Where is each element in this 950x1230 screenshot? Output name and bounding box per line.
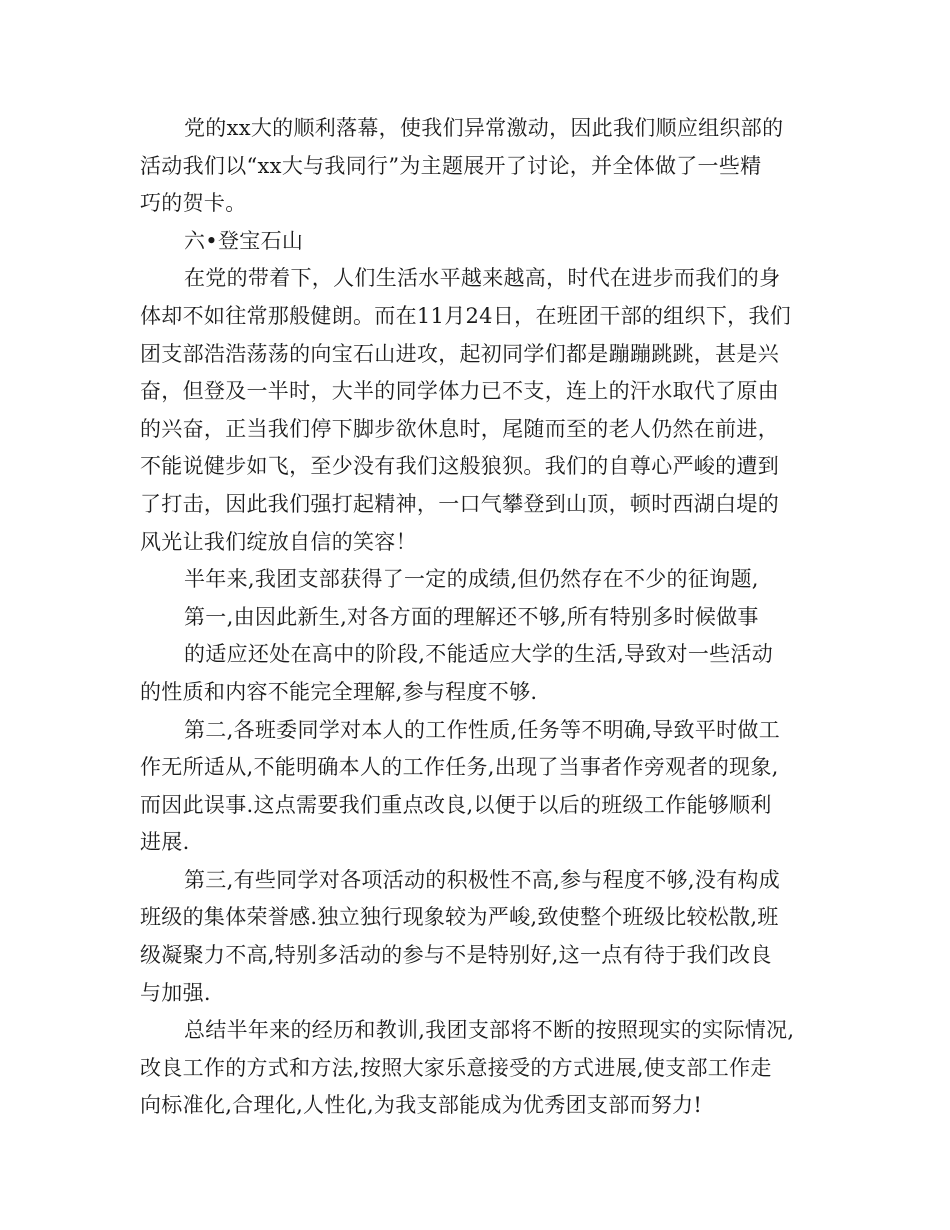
text-line: 改良工作的方式和方法,按照大家乐意接受的方式进展,使支部工作走: [140, 1055, 772, 1080]
text-line: 班级的集体荣誉感.独立独行现象较为严峻,致使整个班级比较松散,班: [140, 905, 779, 930]
text-line: 了打击，因此我们强打起精神，一口气攀登到山顶，顿时西湖白堤的: [140, 491, 779, 516]
document-body: [140, 110, 820, 1125]
text-line: 活动我们以“xx大与我同行”为主题展开了讨论，并全体做了一些精: [140, 153, 762, 178]
text-line: 的兴奋，正当我们停下脚步欲休息时，尾随而至的老人仍然在前进，: [140, 416, 779, 441]
text-line: 的适应还处在高中的阶段,不能适应大学的生活,导致对一些活动: [184, 642, 774, 667]
text-line: 风光让我们绽放自信的笑容！: [140, 529, 417, 554]
text-line: 总结半年来的经历和教训,我团支部将不断的按照现实的实际情况,: [184, 1018, 795, 1043]
text-line: 巧的贺卡。: [140, 191, 247, 216]
text-line: 团支部浩浩荡荡的向宝石山进攻，起初同学们都是蹦蹦跳跳，甚是兴: [140, 341, 779, 366]
text-line: 在党的带着下，人们生活水平越来越高，时代在进步而我们的身: [184, 266, 781, 291]
text-line: 第一,由因此新生,对各方面的理解还不够,所有特别多时候做事: [184, 604, 759, 629]
text-line: 与加强.: [140, 980, 211, 1005]
text-line: 不能说健步如飞，至少没有我们这般狼狈。我们的自尊心严峻的遭到: [140, 454, 779, 479]
text-line: 作无所适从,不能明确本人的工作任务,出现了当事者作旁观者的现象,: [140, 755, 779, 780]
text-line: 进展.: [140, 830, 190, 855]
text-line: 的性质和内容不能完全理解,参与程度不够.: [140, 679, 538, 704]
text-line: 党的xx大的顺利落幕，使我们异常激动，因此我们顺应组织部的: [184, 116, 784, 140]
text-line: 半年来,我团支部获得了一定的成绩,但仍然存在不少的征询题,: [184, 567, 759, 592]
text-line: 第三,有些同学对各项活动的积极性不高,参与程度不够,没有构成: [184, 867, 781, 892]
section-heading: 六•登宝石山: [184, 228, 304, 253]
text-line: 级凝聚力不高,特别多活动的参与不是特别好,这一点有待于我们改良: [140, 943, 772, 968]
text-line: 第二,各班委同学对本人的工作性质,任务等不明确,导致平时做工: [184, 717, 781, 742]
text-line: 奋，但登及一半时，大半的同学体力已不支，连上的汗水取代了原由: [140, 379, 779, 404]
text-line: 向标准化,合理化,人性化,为我支部能成为优秀团支部而努力!: [140, 1093, 703, 1118]
text-line: 而因此误事.这点需要我们重点改良,以便于以后的班级工作能够顺利: [140, 792, 772, 817]
text-line: 体却不如往常那般健朗。而在11月24日，在班团干部的组织下，我们: [140, 303, 792, 328]
